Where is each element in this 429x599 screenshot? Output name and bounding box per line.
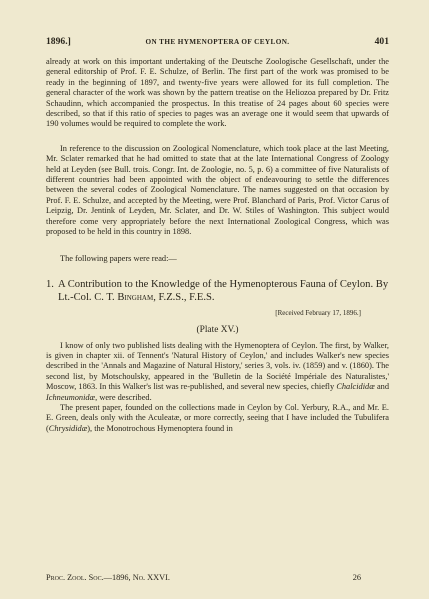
footer-journal: Proc. Zool. Soc.—1896, No. XXVI. xyxy=(46,573,170,582)
plate-reference: (Plate XV.) xyxy=(196,325,239,336)
article-credentials: , F.Z.S., xyxy=(153,292,187,304)
article-byline: By Lt.-Col. C. T. xyxy=(58,278,389,304)
paragraph-published-lists: I know of only two published lists dealing with the Hymenoptera of Ceylon. The first, by Walker, is given in chapter xii. of Tennent's 'Natural History of Ceylon,' and includes Walker's new species described in the 'Annals and Magazine of Natural History,' series 3, vols. iv. (1859) and v. (1860). The second list, by Motschoulsky, appeared in the 'Bulletin de la Société Impériale des Naturalistes,' Moscow, 1863. In this Walker's list was re-published, and several new species, chiefly Chalcididæ and Ichneumonidæ, were described. xyxy=(46,340,389,402)
papers-read-line: The following papers were read:— xyxy=(60,253,177,263)
paragraph-continued: already at work on this important undertaking of the Deutsche Zoologische Gesellschaft, under the general editorship of Prof. F. E. Schulze, of Berlin. The first part of the work was promised to be ready in the beginning of 1897, and twenty-five years were allowed for its full completion. The general character of the work was shown by the pattern treatise on the Heliozoa prepared by Dr. Fritz Schaudinn, which accompanied the prospectus. In this treatise of 24 pages about 60 species were described, so that if this ratio of species to pages was an average one it would seem that upwards of 190 volumes would be required to complete the work. xyxy=(46,57,389,129)
article-credentials-2: F.E.S. xyxy=(189,292,215,304)
signature-mark: 26 xyxy=(352,573,361,582)
page-body xyxy=(46,57,389,434)
paragraph-nomenclature: In reference to the discussion on Zoological Nomenclature, which took place at the last Meeting, Mr. Sclater remarked that he had omitted to state that at the late International Congress of Zoology held at Leyden (see Bull. trois. Congr. Int. de Zoologie, no. 5, p. 6) a committee of five Naturalists of different countries had been appointed with the object of endeavouring to settle the differences between the several codes of Zoological Nomenclature. The names suggested on that occasion by Prof. F. E. Schulze, and accepted by the Meeting, were Prof. Blanchard of Paris, Prof. Victor Carus of Leipzig, Dr. Jentink of Leyden, Mr. Sclater, and Dr. W. Stiles of Washington. This subject would therefore come very appropriately before the next International Zoological Congress, which was proposed to be held in this country in 1898. xyxy=(46,143,389,237)
article-author: Bingham xyxy=(117,292,154,304)
article-title xyxy=(46,278,389,305)
header-title: ON THE HYMENOPTERA OF CEYLON. xyxy=(145,38,290,46)
article-number: 1. xyxy=(46,278,54,290)
paragraph-present-paper: The present paper, founded on the collections made in Ceylon by Col. Yerbury, R.A., and Mr. E. E. Green, deals only with the Aculeatæ, or more correctly, seeing that I have included the Tubulifera (Chrysididæ), the Monotrochous Hymenoptera found in xyxy=(46,402,389,433)
running-header xyxy=(46,36,389,50)
header-year: 1896.] xyxy=(46,36,71,47)
page-number: 401 xyxy=(374,36,389,47)
article-title-text: A Contribution to the Knowledge of the Hymenopterous Fauna of Ceylon. xyxy=(58,278,374,290)
received-date: [Received February 17, 1896.] xyxy=(275,308,361,317)
page-footer xyxy=(46,573,361,582)
